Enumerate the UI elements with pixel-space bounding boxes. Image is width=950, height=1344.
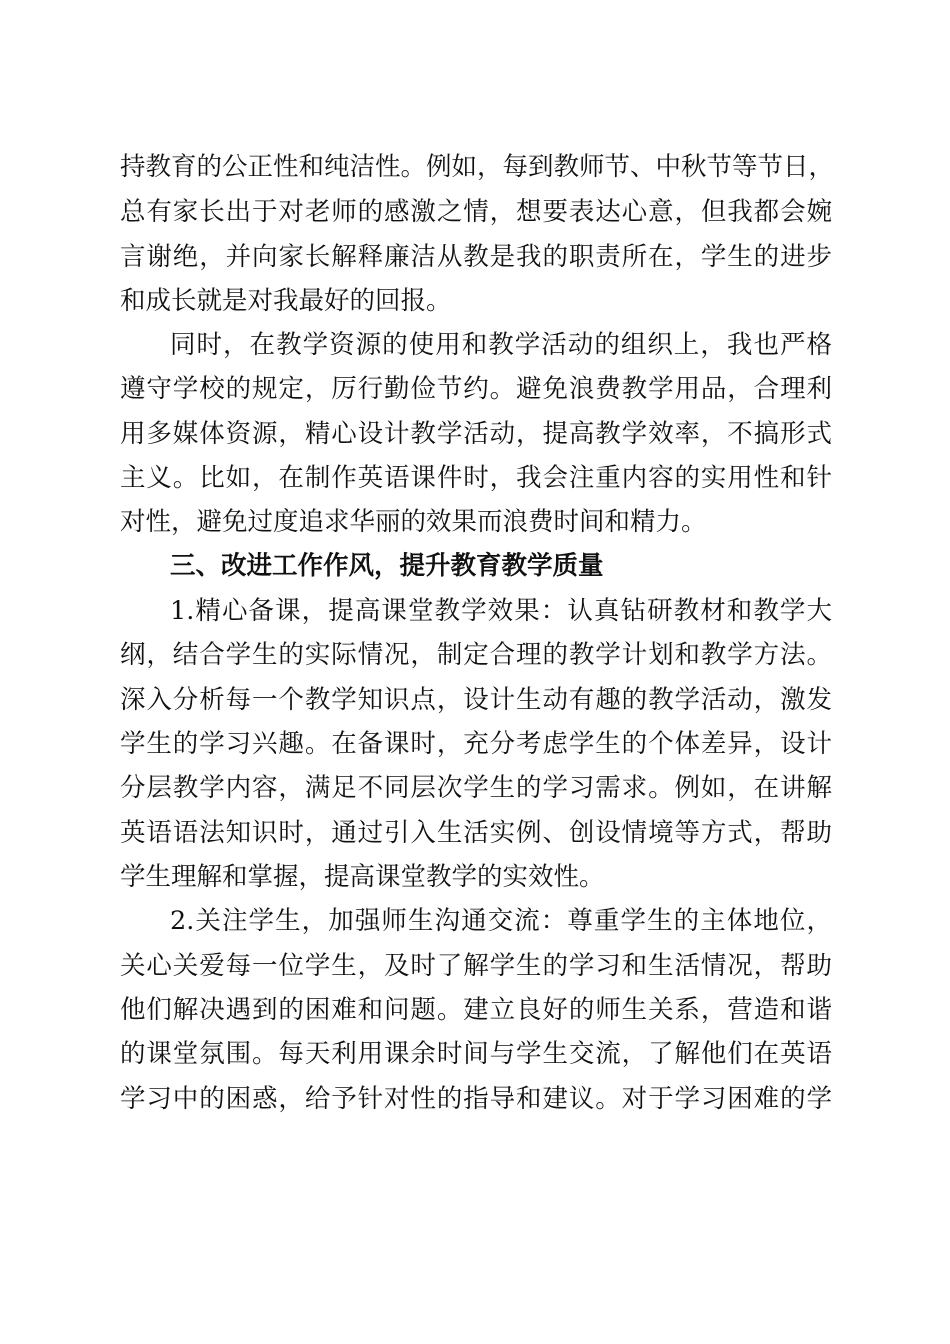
paragraph-2-line-2: 遵守学校的规定，厉行勤俭节约。避免浪费教学用品，合理利: [120, 374, 832, 404]
paragraph-2-line-3: 用多媒体资源，精心设计教学活动，提高教学效率，不搞形式: [120, 419, 832, 449]
paragraph-1-line-4: 和成长就是对我最好的回报。: [120, 286, 452, 316]
paragraph-4-line-2: 关心关爱每一位学生，及时了解学生的学习和生活情况，帮助: [120, 951, 832, 981]
section-heading: 三、改进工作作风，提升教育教学质量: [170, 551, 604, 581]
paragraph-4-line-3: 他们解决遇到的困难和问题。建立良好的师生关系，营造和谐: [120, 995, 832, 1025]
paragraph-3-line-7: 学生理解和掌握，提高课堂教学的实效性。: [120, 862, 605, 892]
paragraph-4-line-5: 学习中的困惑，给予针对性的指导和建议。对于学习困难的学: [120, 1084, 832, 1114]
paragraph-3-line-2: 纲，结合学生的实际情况，制定合理的教学计划和教学方法。: [120, 640, 832, 670]
paragraph-2-line-5: 对性，避免过度追求华丽的效果而浪费时间和精力。: [120, 507, 707, 537]
paragraph-4-line-1: 2.关注学生，加强师生沟通交流：尊重学生的主体地位，: [170, 906, 832, 936]
paragraph-3-line-5: 分层教学内容，满足不同层次学生的学习需求。例如，在讲解: [120, 773, 832, 803]
paragraph-3-line-6: 英语语法知识时，通过引入生活实例、创设情境等方式，帮助: [120, 818, 832, 848]
paragraph-3-line-1: 1.精心备课，提高课堂教学效果：认真钻研教材和教学大: [170, 596, 832, 626]
paragraph-1-line-1: 持教育的公正性和纯洁性。例如，每到教师节、中秋节等节日，: [120, 152, 835, 182]
paragraph-4-line-4: 的课堂氛围。每天利用课余时间与学生交流，了解他们在英语: [120, 1039, 832, 1069]
paragraph-2-line-4: 主义。比如，在制作英语课件时，我会注重内容的实用性和针: [120, 463, 832, 493]
paragraph-3-line-4: 学生的学习兴趣。在备课时，充分考虑学生的个体差异，设计: [120, 729, 832, 759]
paragraph-1-line-3: 言谢绝，并向家长解释廉洁从教是我的职责所在，学生的进步: [120, 242, 832, 272]
paragraph-1-line-2: 总有家长出于对老师的感激之情，想要表达心意，但我都会婉: [120, 197, 832, 227]
paragraph-2-line-1: 同时，在教学资源的使用和教学活动的组织上，我也严格: [170, 330, 832, 360]
paragraph-3-line-3: 深入分析每一个教学知识点，设计生动有趣的教学活动，激发: [120, 685, 832, 715]
